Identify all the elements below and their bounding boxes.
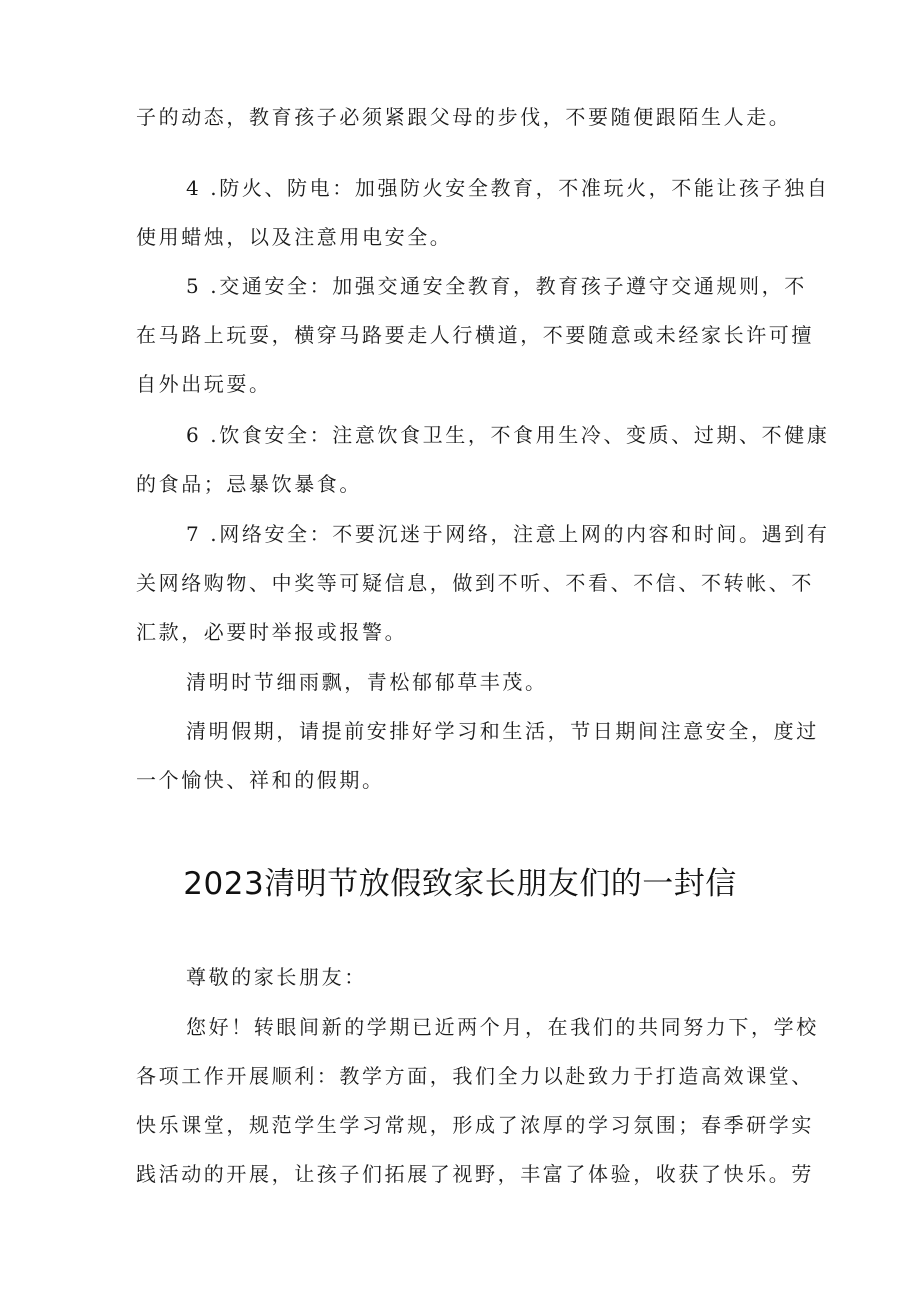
text-line: 在马路上玩耍，横穿马路要走人行横道，不要随意或未经家长许可擅 [136,323,814,347]
text-line: 的食品；忌暴饮暴食。 [136,472,362,496]
text-line: 一个愉快、祥和的假期。 [136,768,385,792]
text-line: 清明假期，请提前安排好学习和生活，节日期间注意安全，度过 [186,719,819,743]
text-line: 您好！转眼间新的学期已近两个月，在我们的共同努力下，学校 [186,1015,819,1039]
salutation: 尊敬的家长朋友： [186,965,367,989]
text-line: 7 .网络安全：不要沉迷于网络，注意上网的内容和时间。遇到有 [186,522,830,546]
text-line: 关网络购物、中奖等可疑信息，做到不听、不看、不信、不转帐、不 [136,571,814,595]
text-line: 践活动的开展，让孩子们拓展了视野，丰富了体验，收获了快乐。劳 [136,1162,814,1186]
text-line: 各项工作开展顺利：教学方面，我们全力以赴致力于打造高效课堂、 [136,1064,814,1088]
text-line: 子的动态，教育孩子必须紧跟父母的步伐，不要随便跟陌生人走。 [136,105,792,129]
text-line: 汇款，必要时举报或报警。 [136,620,408,644]
text-line: 自外出玩耍。 [136,372,272,396]
text-line: 快乐课堂，规范学生学习常规，形成了浓厚的学习氛围；春季研学实 [136,1113,814,1137]
text-line: 使用蜡烛，以及注意用电安全。 [136,225,453,249]
text-line: 5 .交通安全：加强交通安全教育，教育孩子遵守交通规则，不 [186,274,807,298]
text-line: 清明时节细雨飘，青松郁郁草丰茂。 [186,670,548,694]
text-line: 4 .防火、防电：加强防火安全教育，不准玩火，不能让孩子独自 [186,176,830,200]
letter-title: 2023清明节放假致家长朋友们的一封信 [183,866,737,902]
text-line: 6 .饮食安全：注意饮食卫生，不食用生冷、变质、过期、不健康 [186,423,830,447]
